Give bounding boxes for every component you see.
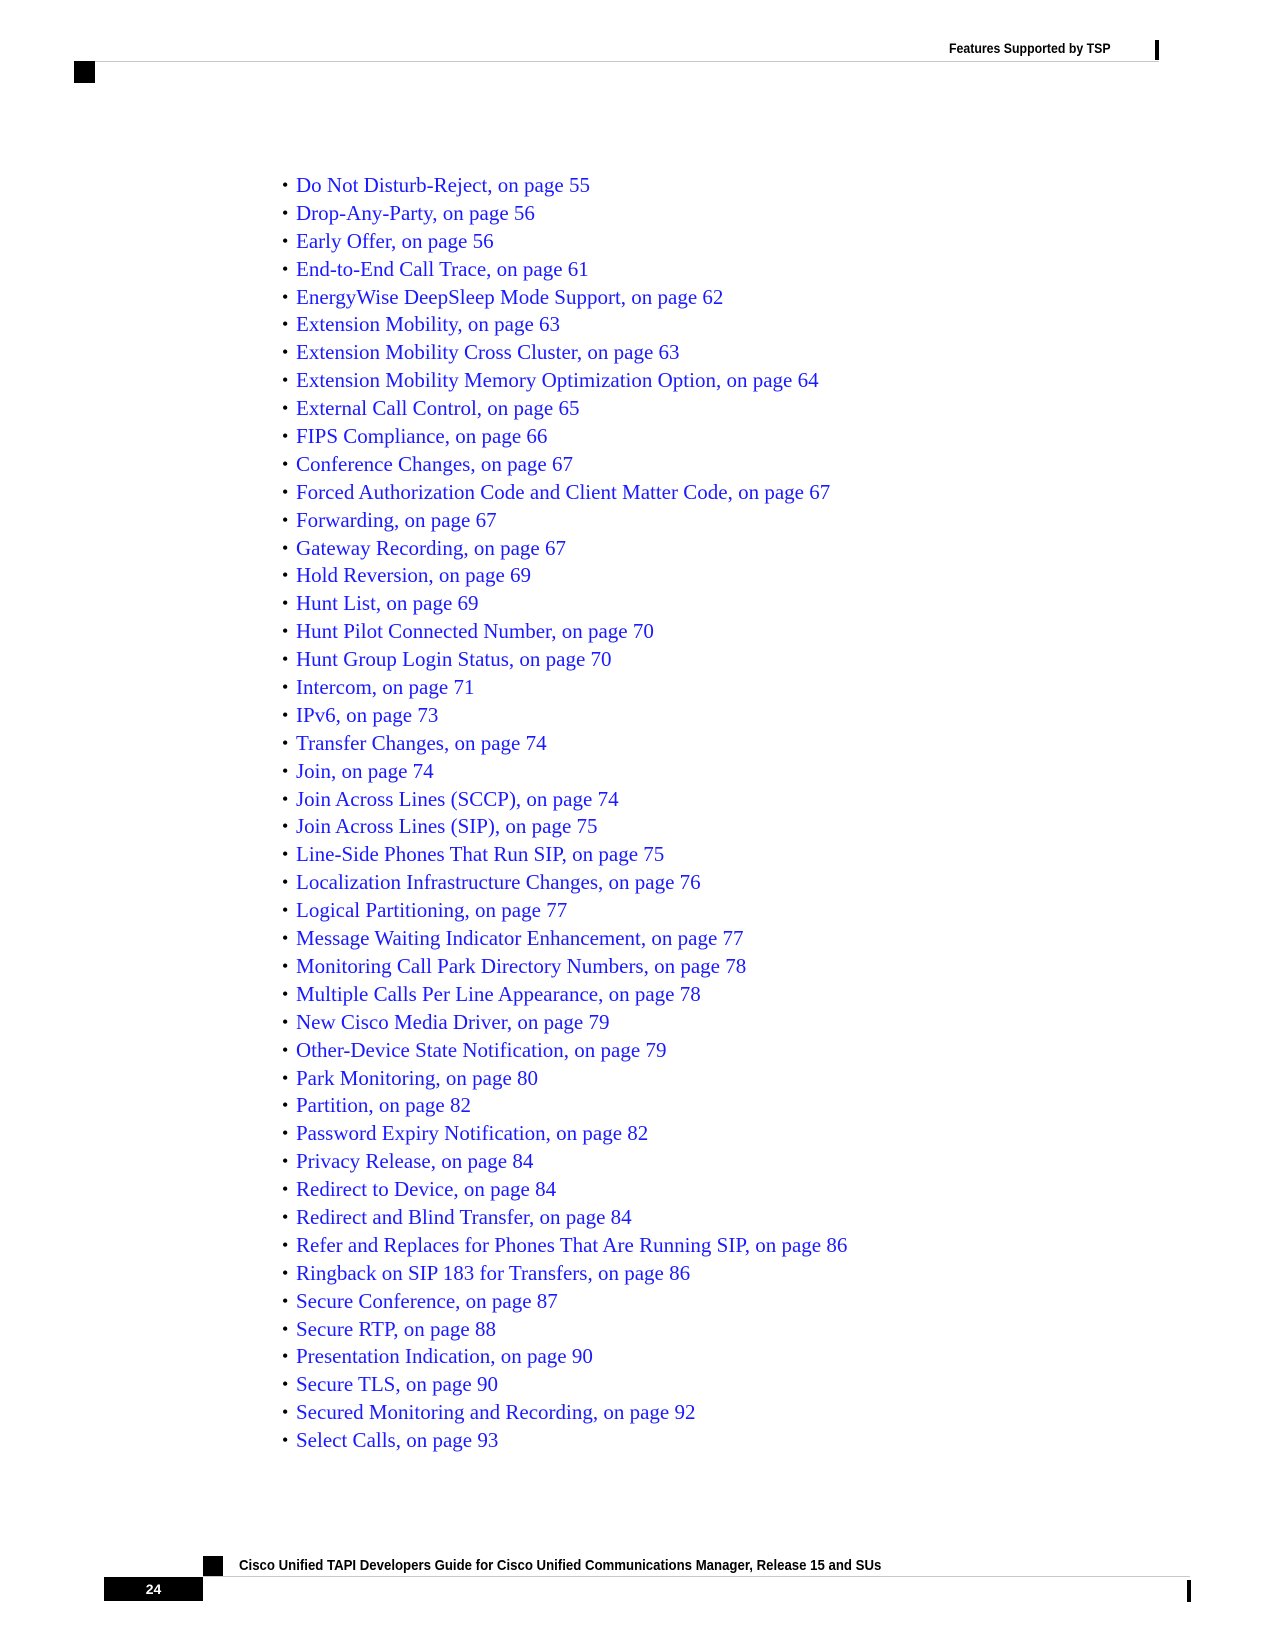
- bullet-icon: •: [282, 565, 289, 586]
- toc-link[interactable]: IPv6, on page 73: [296, 702, 439, 727]
- toc-link[interactable]: Join Across Lines (SCCP), on page 74: [296, 786, 619, 811]
- bullet-icon: •: [282, 342, 289, 363]
- toc-link[interactable]: Gateway Recording, on page 67: [296, 535, 566, 560]
- bullet-icon: •: [282, 1430, 289, 1451]
- bullet-icon: •: [282, 1151, 289, 1172]
- toc-link[interactable]: Forwarding, on page 67: [296, 507, 497, 532]
- toc-link[interactable]: Drop-Any-Party, on page 56: [296, 200, 535, 225]
- toc-item: [282, 1204, 847, 1232]
- bullet-icon: •: [282, 286, 289, 307]
- toc-item: [282, 1148, 847, 1176]
- toc-link[interactable]: Localization Infrastructure Changes, on page 76: [296, 870, 701, 895]
- toc-link[interactable]: Line-Side Phones That Run SIP, on page 75: [296, 842, 665, 867]
- toc-link[interactable]: Presentation Indication, on page 90: [296, 1344, 593, 1369]
- bullet-icon: •: [282, 1206, 289, 1227]
- bullet-icon: •: [282, 1011, 289, 1032]
- bullet-icon: •: [282, 816, 289, 837]
- bullet-icon: •: [282, 370, 289, 391]
- toc-item: [282, 841, 847, 869]
- toc-link[interactable]: Logical Partitioning, on page 77: [296, 898, 568, 923]
- bullet-icon: •: [282, 1262, 289, 1283]
- toc-item: [282, 1120, 847, 1148]
- toc-item: [282, 451, 847, 479]
- toc-item: [282, 395, 847, 423]
- toc-item: [282, 228, 847, 256]
- bullet-icon: •: [282, 621, 289, 642]
- toc-item: [282, 953, 847, 981]
- toc-item: [282, 590, 847, 618]
- toc-link[interactable]: External Call Control, on page 65: [296, 396, 580, 421]
- toc-link[interactable]: Redirect to Device, on page 84: [296, 1177, 557, 1202]
- bullet-icon: •: [282, 1346, 289, 1367]
- toc-item: [282, 758, 847, 786]
- bullet-icon: •: [282, 732, 289, 753]
- bullet-icon: •: [282, 258, 289, 279]
- toc-link[interactable]: Partition, on page 82: [296, 1093, 471, 1118]
- page-number: 24: [104, 1577, 203, 1601]
- toc-link[interactable]: Extension Mobility Memory Optimization Option, on page 64: [296, 368, 819, 393]
- toc-link[interactable]: Hunt Group Login Status, on page 70: [296, 647, 612, 672]
- bullet-icon: •: [282, 1234, 289, 1255]
- toc-item: [282, 1037, 847, 1065]
- toc-link[interactable]: Extension Mobility Cross Cluster, on page 63: [296, 340, 680, 365]
- bullet-icon: •: [282, 1067, 289, 1088]
- toc-link[interactable]: Monitoring Call Park Directory Numbers, on page 78: [296, 953, 747, 978]
- bullet-icon: •: [282, 426, 289, 447]
- bullet-icon: •: [282, 481, 289, 502]
- toc-link[interactable]: Join Across Lines (SIP), on page 75: [296, 814, 598, 839]
- toc-link[interactable]: Forced Authorization Code and Client Matter Code, on page 67: [296, 479, 831, 504]
- toc-item: [282, 367, 847, 395]
- bullet-icon: •: [282, 314, 289, 335]
- toc-item: [282, 618, 847, 646]
- toc-link[interactable]: Transfer Changes, on page 74: [296, 730, 547, 755]
- toc-link[interactable]: Redirect and Blind Transfer, on page 84: [296, 1204, 632, 1229]
- footer-rule: [203, 1576, 1190, 1577]
- toc-item: [282, 1176, 847, 1204]
- toc-item: [282, 1316, 847, 1344]
- toc-link[interactable]: EnergyWise DeepSleep Mode Support, on page 62: [296, 284, 724, 309]
- toc-item: [282, 646, 847, 674]
- toc-item: [282, 562, 847, 590]
- toc-link[interactable]: Password Expiry Notification, on page 82: [296, 1121, 649, 1146]
- bullet-icon: •: [282, 537, 289, 558]
- bullet-icon: •: [282, 593, 289, 614]
- bullet-icon: •: [282, 677, 289, 698]
- toc-item: [282, 1260, 847, 1288]
- header-bar-decoration: [1155, 40, 1159, 60]
- toc-link[interactable]: Privacy Release, on page 84: [296, 1149, 534, 1174]
- header-rule: [74, 61, 1159, 62]
- toc-item: [282, 1009, 847, 1037]
- toc-item: [282, 1371, 847, 1399]
- toc-link[interactable]: Early Offer, on page 56: [296, 228, 494, 253]
- bullet-icon: •: [282, 202, 289, 223]
- toc-link[interactable]: Secure TLS, on page 90: [296, 1372, 498, 1397]
- bullet-icon: •: [282, 955, 289, 976]
- toc-link[interactable]: Other-Device State Notification, on page 79: [296, 1037, 667, 1062]
- bullet-icon: •: [282, 704, 289, 725]
- toc-item: [282, 1232, 848, 1260]
- toc-link[interactable]: FIPS Compliance, on page 66: [296, 424, 548, 449]
- toc-item: [282, 535, 847, 563]
- toc-item: [282, 1427, 847, 1455]
- toc-link[interactable]: New Cisco Media Driver, on page 79: [296, 1009, 610, 1034]
- toc-item: [282, 813, 847, 841]
- toc-link[interactable]: Refer and Replaces for Phones That Are Running SIP, on page 86: [296, 1232, 848, 1257]
- toc-item: [282, 284, 847, 312]
- toc-link[interactable]: Join, on page 74: [296, 758, 434, 783]
- bullet-icon: •: [282, 453, 289, 474]
- toc-item: [282, 200, 847, 228]
- toc-link[interactable]: Secured Monitoring and Recording, on page 92: [296, 1400, 696, 1425]
- toc-item: [282, 786, 847, 814]
- running-header-title: Features Supported by TSP: [949, 40, 1111, 56]
- toc-item: [282, 897, 847, 925]
- toc-link[interactable]: Do Not Disturb-Reject, on page 55: [296, 173, 590, 197]
- bullet-icon: •: [282, 1290, 289, 1311]
- toc-item: [282, 423, 847, 451]
- toc-item: [282, 172, 847, 200]
- bullet-icon: •: [282, 398, 289, 419]
- bullet-icon: •: [282, 1123, 289, 1144]
- footer-book-title: Cisco Unified TAPI Developers Guide for Cisco Unified Communications Manager, Release 15 and SUs: [239, 1557, 882, 1574]
- footer-square-decoration: [203, 1556, 223, 1577]
- toc-item: [282, 256, 847, 284]
- toc-link[interactable]: Extension Mobility, on page 63: [296, 312, 561, 337]
- toc-link[interactable]: End-to-End Call Trace, on page 61: [296, 256, 589, 281]
- toc-link[interactable]: Conference Changes, on page 67: [296, 451, 573, 476]
- toc-item: [282, 1399, 847, 1427]
- bullet-icon: •: [282, 1318, 289, 1339]
- bullet-icon: •: [282, 1095, 289, 1116]
- bullet-icon: •: [282, 230, 289, 251]
- bullet-icon: •: [282, 175, 289, 195]
- toc-item: [282, 339, 847, 367]
- footer-bar-decoration: [1187, 1580, 1191, 1602]
- corner-square-decoration: [74, 61, 95, 83]
- bullet-icon: •: [282, 983, 289, 1004]
- toc-item: [282, 1065, 847, 1093]
- toc-link[interactable]: Secure Conference, on page 87: [296, 1288, 558, 1313]
- bullet-icon: •: [282, 760, 289, 781]
- toc-item: [282, 674, 847, 702]
- bullet-icon: •: [282, 1179, 289, 1200]
- bullet-icon: •: [282, 900, 289, 921]
- toc-item: [282, 702, 847, 730]
- toc-list: [282, 172, 848, 1455]
- toc-link[interactable]: Multiple Calls Per Line Appearance, on page 78: [296, 981, 701, 1006]
- bullet-icon: •: [282, 928, 289, 949]
- toc-item: [282, 869, 847, 897]
- toc-link[interactable]: Select Calls, on page 93: [296, 1428, 499, 1453]
- toc-item: [282, 730, 847, 758]
- toc-link[interactable]: Message Waiting Indicator Enhancement, on page 77: [296, 926, 744, 951]
- bullet-icon: •: [282, 1039, 289, 1060]
- toc-item: [282, 479, 847, 507]
- toc-link[interactable]: Hold Reversion, on page 69: [296, 563, 532, 588]
- toc-item: [282, 981, 847, 1009]
- bullet-icon: •: [282, 1402, 289, 1423]
- toc-item: [282, 925, 847, 953]
- toc-link[interactable]: Hunt List, on page 69: [296, 591, 479, 616]
- toc-item: [282, 507, 847, 535]
- toc-link[interactable]: Park Monitoring, on page 80: [296, 1065, 539, 1090]
- toc-link[interactable]: Ringback on SIP 183 for Transfers, on page 86: [296, 1260, 691, 1285]
- bullet-icon: •: [282, 788, 289, 809]
- bullet-icon: •: [282, 1374, 289, 1395]
- toc-item: [282, 1343, 847, 1371]
- bullet-icon: •: [282, 509, 289, 530]
- toc-link[interactable]: Hunt Pilot Connected Number, on page 70: [296, 619, 654, 644]
- toc-link[interactable]: Intercom, on page 71: [296, 675, 475, 700]
- toc-item: [282, 1092, 847, 1120]
- bullet-icon: •: [282, 872, 289, 893]
- toc-link[interactable]: Secure RTP, on page 88: [296, 1316, 496, 1341]
- toc-item: [282, 311, 847, 339]
- bullet-icon: •: [282, 649, 289, 670]
- toc-item: [282, 1288, 847, 1316]
- bullet-icon: •: [282, 844, 289, 865]
